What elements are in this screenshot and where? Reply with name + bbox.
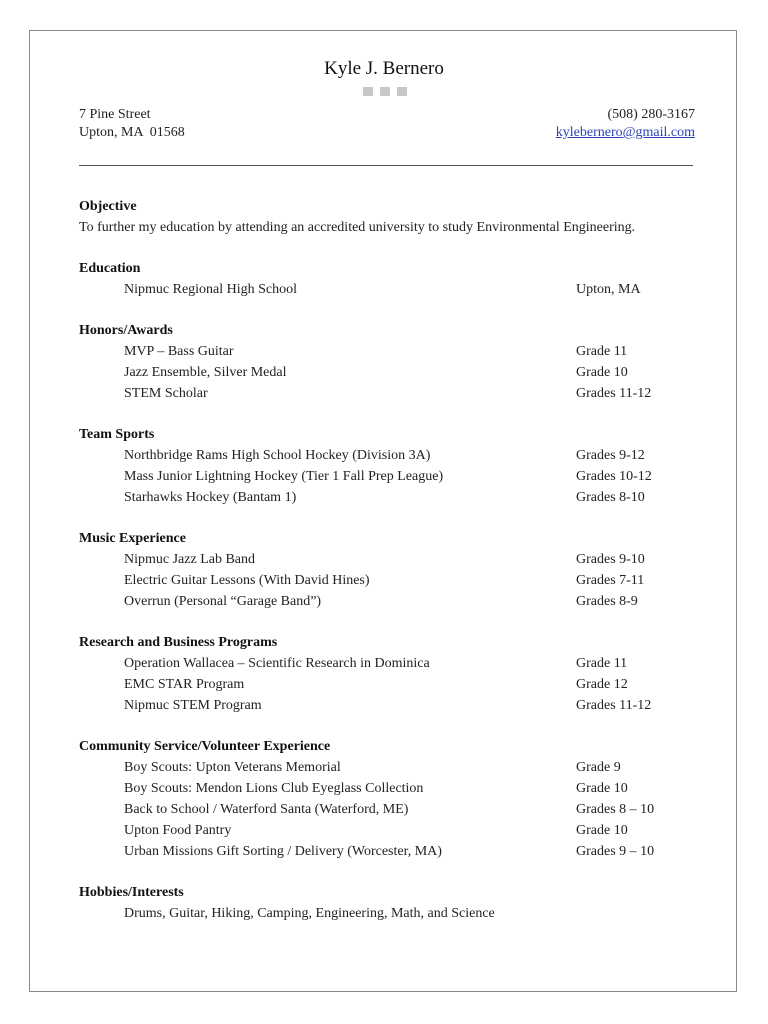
item-title: Back to School / Waterford Santa (Waterford, ME) [124,802,409,817]
item-title: Upton Food Pantry [124,823,232,838]
email-link[interactable]: kylebernero@gmail.com [555,125,695,140]
list-item [79,799,694,820]
list-item [79,591,694,612]
item-detail: Grade 11 [576,344,628,359]
item-detail: Grades 8-10 [576,490,645,505]
item-detail: Grade 11 [576,656,628,671]
section-heading: Objective [79,199,137,214]
hobbies-section [79,882,694,924]
list-item [79,695,694,716]
resume-body [79,196,694,924]
item-title: MVP – Bass Guitar [124,344,234,359]
item-detail: Grade 9 [576,760,621,775]
item-title: EMC STAR Program [124,677,245,692]
section-heading: Team Sports [79,427,155,442]
research-section [79,632,694,716]
list-item [79,570,694,591]
list-item [79,487,694,508]
decorative-dot [363,87,373,96]
address-city: Upton, MA 01568 [79,125,185,140]
list-item [79,279,694,300]
list-item [79,466,694,487]
item-title: Northbridge Rams High School Hockey (Division 3A) [124,448,431,463]
list-item [79,549,694,570]
objective-section [79,196,694,238]
item-title: Urban Missions Gift Sorting / Delivery (Worcester, MA) [124,844,442,859]
item-title: Mass Junior Lightning Hockey (Tier 1 Fall Prep League) [124,469,444,484]
decorative-dot [397,87,407,96]
list-item [79,653,694,674]
music-section [79,528,694,612]
list-item [79,778,694,799]
item-title: Electric Guitar Lessons (With David Hines) [124,573,370,588]
item-detail: Grades 8 – 10 [576,802,655,817]
list-item [79,820,694,841]
item-title: Boy Scouts: Upton Veterans Memorial [124,760,341,775]
item-title: Nipmuc Regional High School [124,282,298,297]
list-item [79,383,694,404]
section-heading: Hobbies/Interests [79,885,184,900]
contact-block [556,106,695,142]
item-title: Boy Scouts: Mendon Lions Club Eyeglass Collection [124,781,424,796]
item-detail: Grades 7-11 [576,573,645,588]
list-item [79,757,694,778]
item-detail: Grade 10 [576,823,628,838]
decorative-dots [363,87,407,96]
item-detail: Upton, MA [576,282,641,297]
list-item [79,841,694,862]
list-item [79,445,694,466]
address-street: 7 Pine Street [79,107,151,122]
item-detail: Grade 12 [576,677,628,692]
item-title: Starhawks Hockey (Bantam 1) [124,490,297,505]
honors-section [79,320,694,404]
item-detail: Grade 10 [576,781,628,796]
item-detail: Grades 9-12 [576,448,645,463]
item-detail: Grades 11-12 [576,698,652,713]
objective-text: To further my education by attending an accredited university to study Environmental Engineering. [79,220,636,235]
section-heading: Music Experience [79,531,186,546]
item-title: Overrun (Personal “Garage Band”) [124,594,322,609]
education-section [79,258,694,300]
list-item [79,903,694,924]
header-divider [79,165,693,166]
list-item [79,341,694,362]
item-detail: Grades 9-10 [576,552,645,567]
item-detail: Grades 10-12 [576,469,652,484]
item-title: Jazz Ensemble, Silver Medal [124,365,287,380]
list-item [79,674,694,695]
section-heading: Community Service/Volunteer Experience [79,739,331,754]
resume-name: Kyle J. Bernero [324,58,444,79]
community-section [79,736,694,862]
decorative-dot [380,87,390,96]
section-heading: Research and Business Programs [79,635,278,650]
address-block [79,106,185,142]
phone-number: (508) 280-3167 [607,107,695,122]
list-item [79,362,694,383]
section-heading: Education [79,261,141,276]
team-sports-section [79,424,694,508]
item-title: STEM Scholar [124,386,208,401]
item-detail: Grade 10 [576,365,628,380]
section-heading: Honors/Awards [79,323,173,338]
item-title: Nipmuc STEM Program [124,698,262,713]
item-detail: Grades 8-9 [576,594,638,609]
item-title: Nipmuc Jazz Lab Band [124,552,256,567]
item-title: Operation Wallacea – Scientific Research in Dominica [124,656,430,671]
item-detail: Grades 11-12 [576,386,652,401]
hobbies-text: Drums, Guitar, Hiking, Camping, Engineering, Math, and Science [124,906,495,921]
item-detail: Grades 9 – 10 [576,844,655,859]
